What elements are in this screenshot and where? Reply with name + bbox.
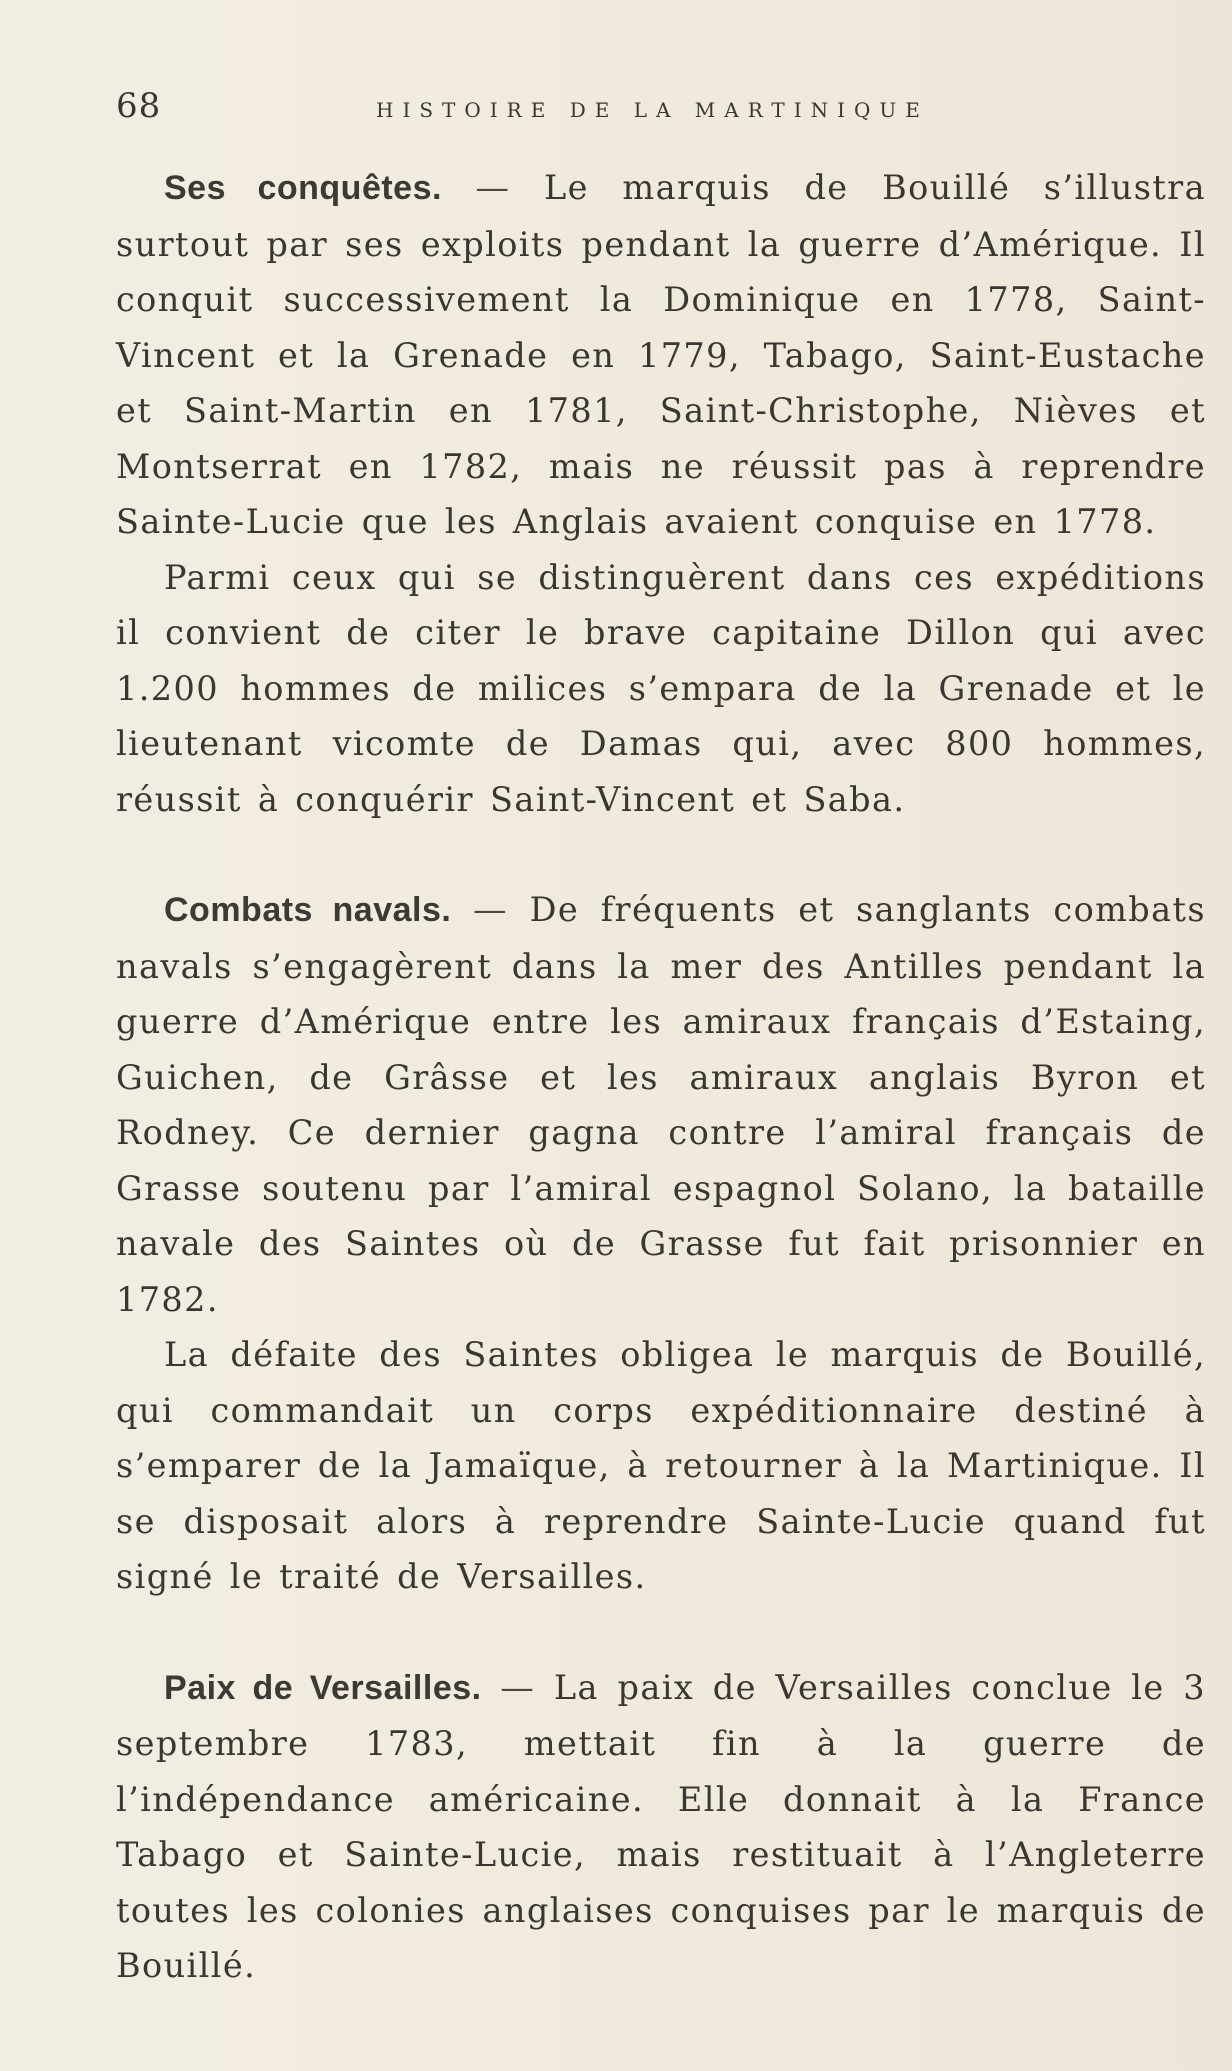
paragraph: Parmi ceux qui se distinguèrent dans ces expéditions il convient de citer le brave capitaine Dillon qui avec 1.200 hommes de milices s’empara de la Grenade et le lieutenant vicomte de Damas qui, avec 800 hommes, réussit à conquérir Saint-Vincent et Saba. bbox=[116, 557, 1206, 819]
page-number: 68 bbox=[116, 86, 162, 126]
section-paix-versailles bbox=[116, 1660, 1206, 1994]
section-heading: Ses conquêtes. bbox=[164, 169, 442, 207]
section-conquetes bbox=[116, 160, 1206, 827]
paragraph bbox=[116, 1660, 1206, 1994]
page-header bbox=[116, 86, 1206, 126]
section-combats-navals bbox=[116, 882, 1206, 1605]
section-heading: Paix de Versailles. bbox=[164, 1668, 482, 1707]
em-dash: — bbox=[473, 890, 508, 929]
em-dash: — bbox=[475, 168, 511, 207]
paragraph bbox=[116, 882, 1206, 1327]
body-text bbox=[116, 160, 1206, 1994]
running-title: HISTOIRE DE LA MARTINIQUE bbox=[376, 98, 929, 122]
paragraph-text: Le marquis de Bouillé s’illustra surtout par ses exploits pendant la guerre d’Amérique. Il conquit successivement la Dominique en 1778, Saint-Vincent et la Grenade en 1779, Tabago, Saint-Eustache et Saint-Martin en 1781, Saint-Christophe, Nièves et Montserrat en 1782, mais ne réussit pas à reprendre Sainte-Lucie que les Anglais avaient conquise en 1778. bbox=[116, 168, 1206, 541]
paragraph: La défaite des Saintes obligea le marquis de Bouillé, qui commandait un corps expéditionnaire destiné à s’emparer de la Jamaïque, à retourner à la Martinique. Il se disposait alors à reprendre Sainte-Lucie quand fut signé le traité de Versailles. bbox=[116, 1335, 1206, 1596]
paragraph-text: De fréquents et sanglants combats navals s’engagèrent dans la mer des Antilles pendant la guerre d’Amérique entre les amiraux français d’Estaing, Guichen, de Grâsse et les amiraux anglais Byron et Rodney. Ce dernier gagna contre l’amiral français de Grasse soutenu par l’amiral espagnol Solano, la bataille navale des Saintes où de Grasse fut fait prisonnier en 1782. bbox=[116, 890, 1206, 1319]
em-dash: — bbox=[500, 1667, 536, 1707]
paragraph bbox=[116, 160, 1206, 550]
paragraph-text: La paix de Versailles conclue le 3 septembre 1783, mettait fin à la guerre de l’indépendance américaine. Elle donnait à la France Tabago et Sainte-Lucie, mais restituait à l’Angleterre toutes les colonies anglaises conquises par le marquis de Bouillé. bbox=[116, 1667, 1206, 1985]
section-heading: Combats navals. bbox=[164, 891, 452, 929]
